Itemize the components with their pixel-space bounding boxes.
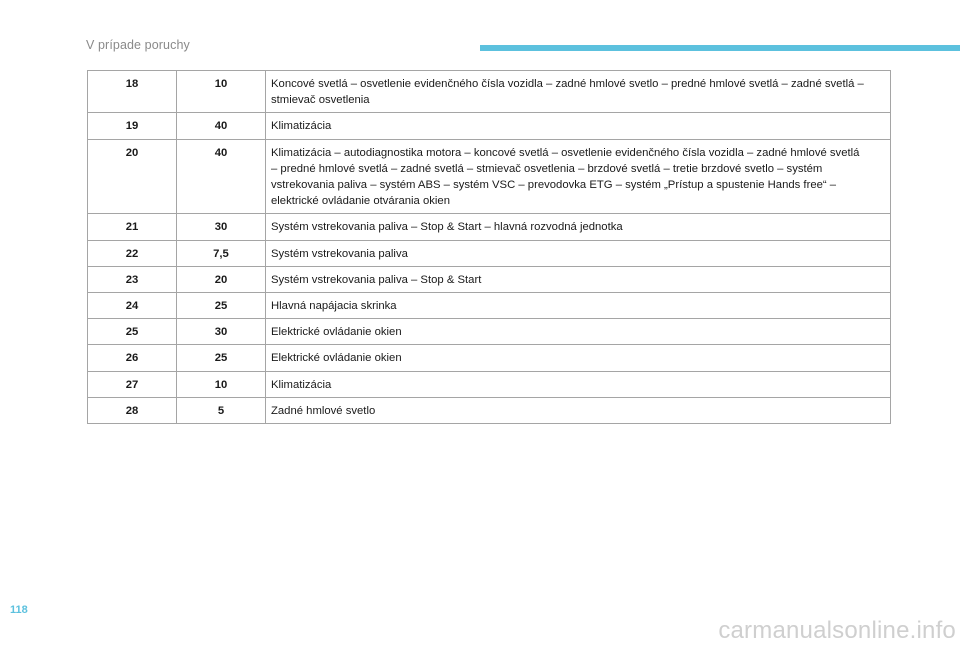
- table-row: [88, 71, 891, 113]
- fuse-number-cell: 25: [88, 319, 177, 345]
- fuse-description-cell: Klimatizácia – autodiagnostika motora – koncové svetlá – osvetlenie evidenčného čísla vozidla – zadné hmlové svetlá – predné hmlové svetlá – zadné svetlá – stmievač osvetlenia – brzdové svetlá – tretie brzdové svetlo – systém vstrekovania paliva – systém ABS – systém VSC – prevodovka ETG – systém „Prístup a spustenie Hands free“ – elektrické ovládanie otvárania okien: [266, 139, 891, 214]
- fuse-amperage-cell: 40: [177, 139, 266, 214]
- fuse-number-cell: 24: [88, 293, 177, 319]
- fuse-amperage-cell: 7,5: [177, 240, 266, 266]
- fuse-number-cell: 18: [88, 71, 177, 113]
- table-row: [88, 293, 891, 319]
- fuse-number-cell: 19: [88, 113, 177, 139]
- fuse-amperage-cell: 30: [177, 214, 266, 240]
- table-row: [88, 113, 891, 139]
- table-row: [88, 139, 891, 214]
- watermark: carmanualsonline.info: [718, 617, 956, 644]
- fuse-amperage-cell: 10: [177, 371, 266, 397]
- fuse-number-cell: 22: [88, 240, 177, 266]
- table-row: [88, 214, 891, 240]
- table-row: [88, 371, 891, 397]
- fuse-description-cell: Koncové svetlá – osvetlenie evidenčného čísla vozidla – zadné hmlové svetlo – predné hmlové svetlá – zadné svetlá – stmievač osvetlenia: [266, 71, 891, 113]
- table-row: [88, 397, 891, 423]
- fuse-amperage-cell: 20: [177, 266, 266, 292]
- fuse-amperage-cell: 10: [177, 71, 266, 113]
- fuse-description-cell: Zadné hmlové svetlo: [266, 397, 891, 423]
- table-row: [88, 240, 891, 266]
- page-section-title: V prípade poruchy: [86, 38, 190, 52]
- fuse-amperage-cell: 25: [177, 345, 266, 371]
- fuse-description-cell: Systém vstrekovania paliva – Stop & Start – hlavná rozvodná jednotka: [266, 214, 891, 240]
- fuse-amperage-cell: 5: [177, 397, 266, 423]
- fuse-number-cell: 26: [88, 345, 177, 371]
- fuse-description-cell: Elektrické ovládanie okien: [266, 345, 891, 371]
- fuse-description-cell: Hlavná napájacia skrinka: [266, 293, 891, 319]
- fuse-table: [87, 70, 891, 424]
- fuse-description-cell: Klimatizácia: [266, 113, 891, 139]
- fuse-number-cell: 23: [88, 266, 177, 292]
- fuse-description-cell: Systém vstrekovania paliva – Stop & Start: [266, 266, 891, 292]
- fuse-amperage-cell: 30: [177, 319, 266, 345]
- header-accent-bar: [480, 45, 960, 51]
- fuse-number-cell: 28: [88, 397, 177, 423]
- fuse-description-cell: Klimatizácia: [266, 371, 891, 397]
- fuse-description-cell: Systém vstrekovania paliva: [266, 240, 891, 266]
- page-number: 118: [10, 604, 28, 616]
- fuse-description-cell: Elektrické ovládanie okien: [266, 319, 891, 345]
- table-row: [88, 266, 891, 292]
- table-row: [88, 319, 891, 345]
- fuse-number-cell: 20: [88, 139, 177, 214]
- fuse-number-cell: 27: [88, 371, 177, 397]
- fuse-number-cell: 21: [88, 214, 177, 240]
- fuse-amperage-cell: 25: [177, 293, 266, 319]
- fuse-amperage-cell: 40: [177, 113, 266, 139]
- table-row: [88, 345, 891, 371]
